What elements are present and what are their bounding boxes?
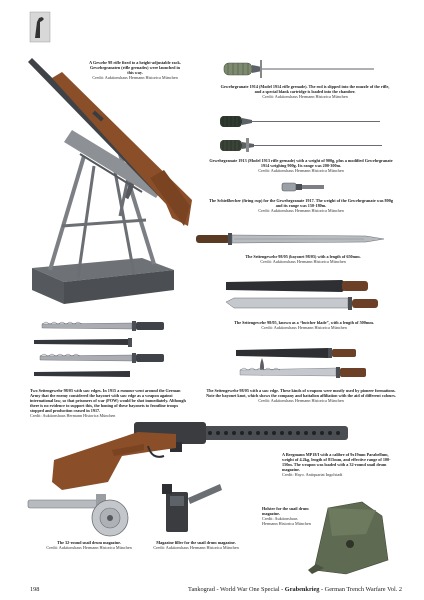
page-number: 198 bbox=[30, 586, 40, 593]
tankograd-emblem-icon bbox=[30, 12, 50, 42]
firing-cup-image bbox=[282, 180, 326, 194]
rifle-grenade-1914-image bbox=[224, 56, 374, 82]
snail-drum-image bbox=[28, 490, 136, 538]
butcher-blade-image bbox=[222, 276, 382, 316]
saw-edge-bayonets-image bbox=[32, 318, 166, 380]
grenade-1913-caption: Gewehrgranate 1913 (Model 1913 rifle grenade) with a weight of 900g, plus a modified Gewehrgranate 1914 weighing 900g. Its range was 200-300m. Credit: Auktionshaus Hermann Historica München bbox=[209, 158, 393, 174]
saw-edge-bayonet-knot-image bbox=[232, 338, 380, 384]
bayonet-9805-caption: The Seitengewehr 98/05 (bayonet 98/05) with a length of 650mm. Credit: Auktionshaus Hermann Historica München bbox=[245, 254, 361, 265]
mp18-caption: A Bergmann MP18/I with a calibre of 9x19mm Parabellum, weight of 4.2kg, length of 815mm, and effective range of 100-150m. The weapon was loaded with a 32-round snail drum magazine. Credit: Hayo. Antiquariat Ingolstadt bbox=[282, 452, 391, 478]
firing-cup-caption: The Schießbecher (firing cup) for the Gewehrgranate 1917. The weight of the Gewehrgranate was 800g and its range was 150-180m. Credit: Auktionshaus Hermann Historica München bbox=[209, 198, 393, 214]
rifle-grenade-1913-image bbox=[220, 112, 384, 158]
magazine-filler-image bbox=[160, 478, 224, 534]
rifle-stand-image bbox=[22, 58, 194, 306]
drum-holster-image bbox=[306, 500, 392, 576]
grenade-1914-caption: Gewehrgranate 1914 (Model 1914 rifle grenade). The rod is slipped into the muzzle of the rifle, and a special blank cartridge is loaded into the chamber. Credit: Auktionshaus Hermann Historica München bbox=[220, 84, 390, 100]
bayonet-9805-image bbox=[196, 230, 386, 248]
saw-edge-right-caption: The Seitengewehr 98/05 with a saw edge. These kinds of weapons were mostly used by pioneer formations. Note the bayonet knot, which shows the company and battalion affiliation with the aid of different colours. Credit: Auktionshaus Hermann Historica München bbox=[206, 388, 396, 404]
stand-caption: A Gewehr 98 rifle fixed to a height-adjustable rack. Gewehrgranaten (rifle grenades) were launched in this way. Credit: Auktionshaus Hermann Historica München bbox=[89, 60, 181, 81]
saw-edge-left-caption: Two Seitengewehr 98/05 with saw edges. In 1915 a rumour went around the German Army that the enemy considered the bayonet with saw edge as a weapon against international law, so that prisoners of war (POW) would be shot immediately. Although there is no evidence to support this, the honing of these bayonets to frontline troops stopped and production ceased in 1917. Credit: Auktionshaus Hermann Historica München bbox=[30, 388, 186, 419]
drum-caption: The 32-round snail drum magazine. Credit: Auktionshaus Hermann Historica München bbox=[46, 540, 132, 551]
footer-title: Tankograd - World War One Special - Grabenkrieg - German Trench Warfare Vol. 2 bbox=[188, 586, 402, 593]
page-footer bbox=[30, 585, 402, 595]
holster-caption: Holster for the snail drum magazine. Credit: Auktionshaus Hermann Historica München bbox=[262, 506, 311, 527]
butcher-blade-caption: The Seitengewehr 98/05, known as a “butcher blade”, with a length of 500mm. Credit: Auktionshaus Hermann Historica München bbox=[234, 320, 374, 331]
filler-caption: Magazine filler for the snail drum magazine. Credit: Auktionshaus Hermann Historica München bbox=[153, 540, 239, 551]
